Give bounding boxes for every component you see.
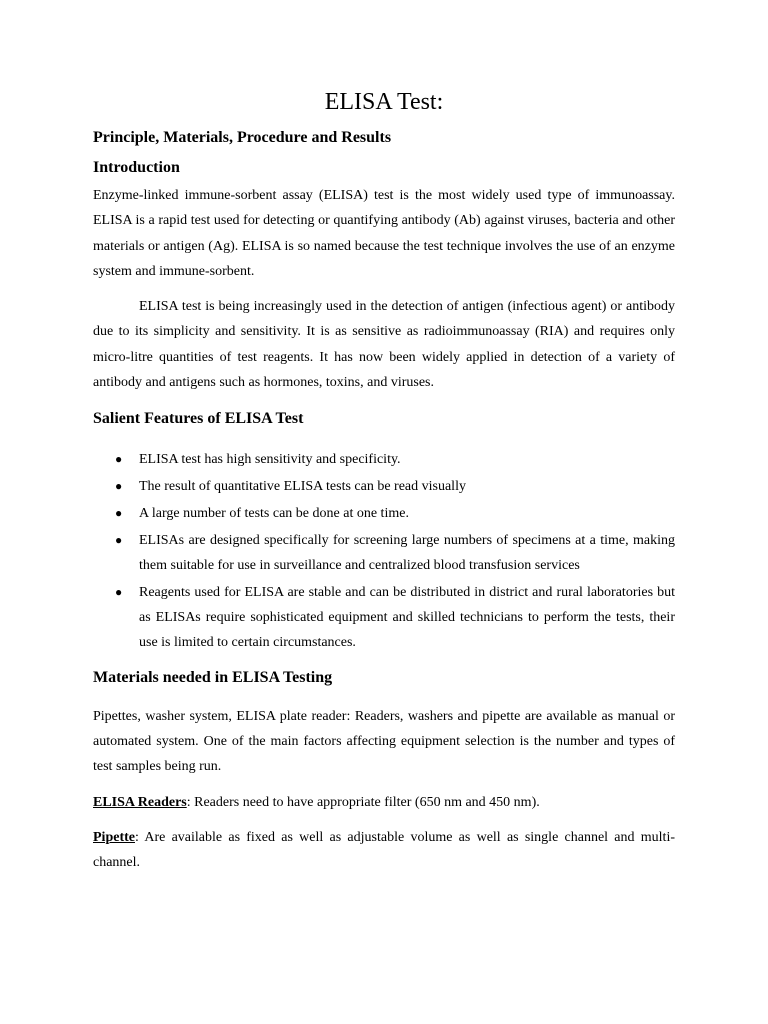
list-item: [93, 501, 675, 526]
list-item-text: ELISA test has high sensitivity and specificity.: [139, 452, 401, 468]
list-item: [93, 474, 675, 499]
list-item-text: Reagents used for ELISA are stable and can be distributed in district and rural laboratories but as ELISAs require sophisticated equipment and skilled technicians to perform the tests, their use is limited to certain circumstances.: [139, 584, 675, 651]
bullet-icon: ●: [115, 479, 123, 494]
bullet-icon: ●: [115, 532, 123, 547]
elisa-readers-text: : Readers need to have appropriate filter (650 nm and 450 nm).: [186, 794, 540, 810]
document-page: [93, 84, 675, 876]
list-item-text: The result of quantitative ELISA tests can be read visually: [139, 479, 466, 495]
document-title: ELISA Test:: [324, 89, 444, 115]
elisa-readers-label: ELISA Readers: [93, 794, 187, 810]
bullet-icon: ●: [115, 584, 123, 599]
materials-paragraph: Pipettes, washer system, ELISA plate reader: Readers, washers and pipette are available as manual or automated system. One of the main factors affecting equipment selection is the number and types of test samples being run.: [93, 708, 675, 775]
salient-features-heading: Salient Features of ELISA Test: [93, 410, 304, 428]
list-item: [93, 528, 675, 579]
pipette-label: Pipette: [93, 829, 135, 845]
materials-heading: Materials needed in ELISA Testing: [93, 668, 333, 686]
list-item-text: ELISAs are designed specifically for screening large numbers of specimens at a time, making them suitable for use in surveillance and centralized blood transfusion services: [139, 532, 675, 574]
bullet-icon: ●: [115, 505, 123, 520]
introduction-paragraph-1: Enzyme-linked immune-sorbent assay (ELISA) test is the most widely used type of immunoassay. ELISA is a rapid test used for detecting or quantifying antibody (Ab) against viruses, bacteria and other materials or antigen (Ag). ELISA is so named because the test technique involves the use of an enzyme system and immune-sorbent.: [93, 188, 675, 279]
salient-features-list: [93, 447, 675, 655]
bullet-icon: ●: [115, 452, 123, 467]
list-item: [93, 447, 675, 472]
list-item-text: A large number of tests can be done at one time.: [139, 505, 409, 521]
pipette-text: : Are available as fixed as well as adjustable volume as well as single channel and multi-channel.: [93, 829, 675, 871]
elisa-readers-paragraph: [93, 790, 675, 815]
document-subtitle: Principle, Materials, Procedure and Results: [93, 129, 392, 146]
introduction-heading: Introduction: [93, 159, 180, 176]
list-item: [93, 580, 675, 656]
introduction-paragraph-2: ELISA test is being increasingly used in the detection of antigen (infectious agent) or antibody due to its simplicity and sensitivity. It is as sensitive as radioimmunoassay (RIA) and requires only micro-litre quantities of test reagents. It has now been widely applied in detection of a variety of antibody and antigens such as hormones, toxins, and viruses.: [93, 299, 675, 391]
pipette-paragraph: [93, 825, 675, 876]
